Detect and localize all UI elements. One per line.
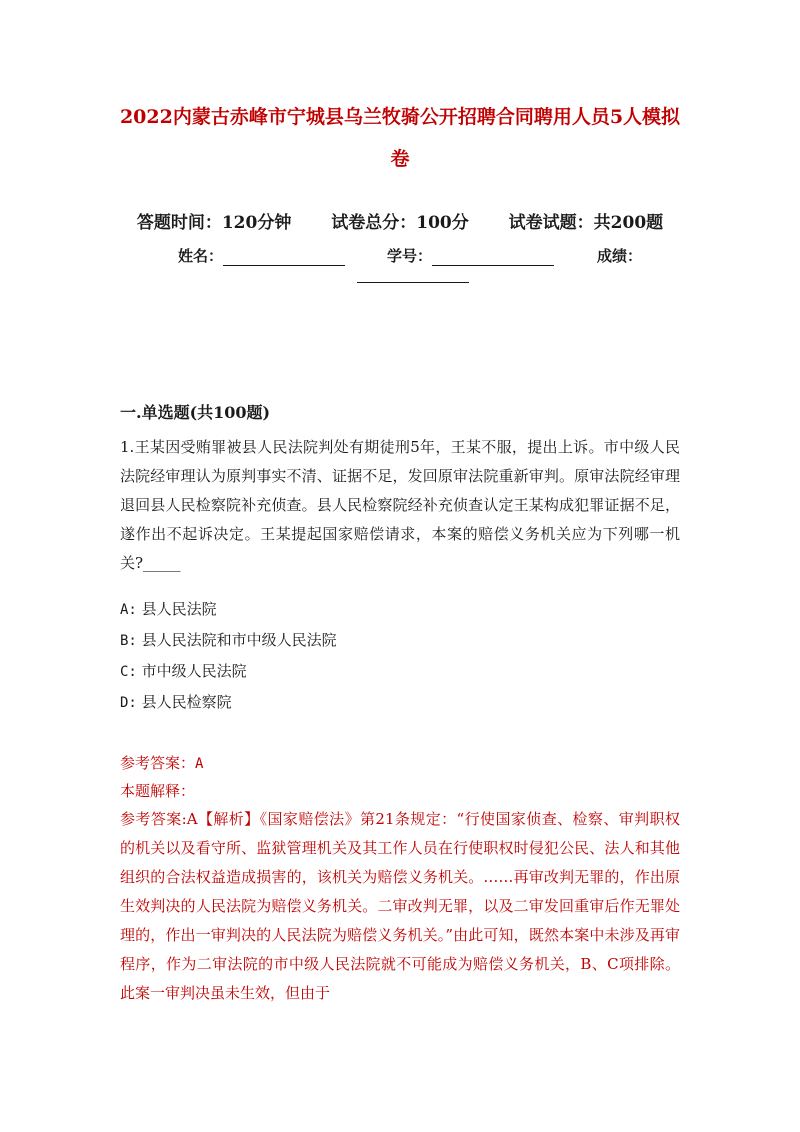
question-text: 1.王某因受贿罪被县人民法院判处有期徒刑5年，王某不服，提出上诉。市中级人民法院经审理认为原判事实不清、证据不足，发回原审法院重新审判。原审法院经审理退回县人民检察院补充侦查。县人民检察院经补充侦查认定王某构成犯罪证据不足，遂作出不起诉决定。王某提起国家赔偿请求，本案的赔偿义务机关应为下列哪一机关?_____	[120, 438, 680, 572]
score-blank[interactable]	[357, 282, 469, 283]
exam-title-line-2: 卷	[390, 148, 410, 170]
exam-info	[0, 208, 800, 233]
option-text: 县人民法院和市中级人民法院	[141, 631, 337, 649]
option-a[interactable]	[120, 594, 337, 625]
student-id-blank[interactable]	[432, 247, 554, 266]
student-fields	[0, 245, 800, 269]
option-text: 县人民法院	[141, 600, 217, 618]
exam-title-line-1: 2022内蒙古赤峰市宁城县乌兰牧骑公开招聘合同聘用人员5人模拟	[119, 106, 681, 128]
exam-time: 答题时间：120分钟	[136, 213, 292, 233]
name-field	[178, 245, 345, 266]
option-letter: D:	[120, 695, 137, 711]
name-blank[interactable]	[223, 247, 345, 266]
section-heading: 一.单选题(共100题)	[120, 403, 271, 422]
reference-answer	[120, 749, 680, 777]
student-id-label: 学号：	[387, 247, 433, 265]
exam-total-score: 试卷总分：100分	[331, 213, 469, 233]
option-letter: B:	[120, 633, 137, 649]
score-label: 成绩：	[597, 247, 643, 265]
answer-block	[120, 749, 680, 1008]
answer-value: A	[195, 756, 204, 772]
option-d[interactable]	[120, 687, 337, 718]
answer-label: 参考答案：	[120, 754, 196, 772]
option-text: 市中级人民法院	[141, 662, 247, 680]
option-list	[120, 594, 337, 718]
option-b[interactable]	[120, 625, 337, 656]
student-id-field	[387, 245, 554, 266]
score-field	[597, 245, 642, 266]
option-c[interactable]	[120, 656, 337, 687]
option-text: 县人民检察院	[141, 693, 232, 711]
name-label: 姓名：	[178, 247, 224, 265]
option-letter: C:	[120, 664, 137, 680]
explanation-label: 本题解释：	[120, 782, 196, 800]
exam-total-questions: 试卷试题：共200题	[508, 213, 664, 233]
option-letter: A:	[120, 602, 137, 618]
explanation-text: 参考答案:A【解析】《国家赔偿法》第21条规定：“行使国家侦查、检察、审判职权的机关以及看守所、监狱管理机关及其工作人员在行使职权时侵犯公民、法人和其他组织的合法权益造成损害的，该机关为赔偿义务机关。……再审改判无罪的，作出原生效判决的人民法院为赔偿义务机关。二审改判无罪，以及二审发回重审后作无罪处理的，作出一审判决的人民法院为赔偿义务机关。”由此可知，既然本案中未涉及再审程序，作为二审法院的市中级人民法院就不可能成为赔偿义务机关，B、C项排除。此案一审判决虽未生效，但由于	[120, 810, 680, 1002]
